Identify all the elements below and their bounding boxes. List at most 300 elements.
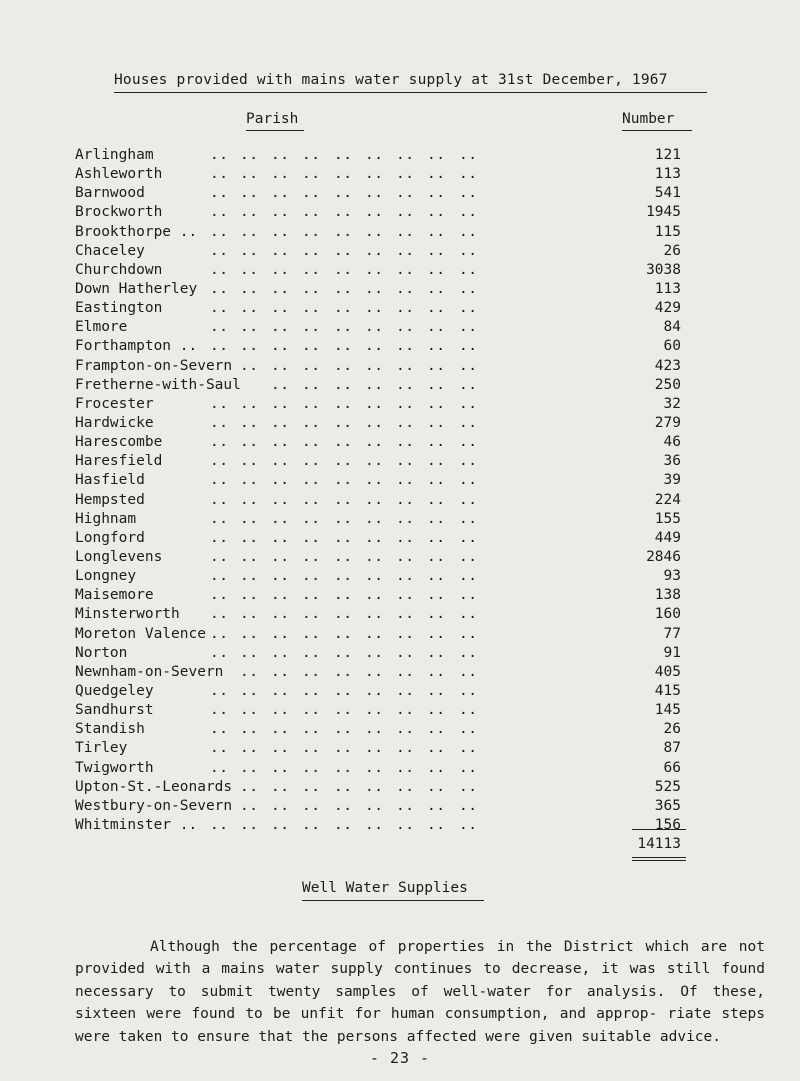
leader-dots: .. <box>365 338 384 355</box>
leader-dots: .. <box>396 300 415 317</box>
table-row <box>0 664 800 683</box>
leader-dots: .. <box>271 721 290 738</box>
house-count: 145 <box>654 702 681 719</box>
leader-dots: .. <box>427 778 446 795</box>
leader-dots: .. <box>365 644 384 661</box>
leader-dots: .. <box>210 472 229 489</box>
leader-dots: .. <box>459 395 478 412</box>
leader-dots: .. <box>365 357 384 374</box>
leader-dots: .. <box>271 319 290 336</box>
leader-dots: .. <box>210 166 229 183</box>
leader-dots: .. <box>396 280 415 297</box>
leader-dots: .. <box>302 625 321 642</box>
parish-name: Haresfield <box>75 453 163 470</box>
table-row <box>0 492 800 511</box>
leader-dots: .. <box>302 778 321 795</box>
leader-dots: .. <box>210 759 229 776</box>
table-row <box>0 434 800 453</box>
leader-dots: .. <box>240 357 259 374</box>
leader-dots: .. <box>271 797 290 814</box>
house-count: 1945 <box>646 204 681 221</box>
leader-dots: .. <box>240 395 259 412</box>
leader-dots: .. <box>210 606 229 623</box>
leader-dots: .. <box>240 434 259 451</box>
house-count: 525 <box>654 778 681 795</box>
parish-table-body <box>0 147 800 836</box>
leader-dots: .. <box>396 663 415 680</box>
leader-dots: .. <box>396 816 415 833</box>
parish-name: Moreton Valence <box>75 625 206 642</box>
parish-name: Newnham-on-Severn <box>75 663 224 680</box>
leader-dots: .. <box>334 166 353 183</box>
leader-dots: .. <box>396 147 415 163</box>
leader-dots: .. <box>271 204 290 221</box>
house-count: 160 <box>654 606 681 623</box>
leader-dots: .. <box>459 663 478 680</box>
parish-name: Frocester <box>75 395 154 412</box>
leader-dots: .. <box>334 510 353 527</box>
leader-dots: .. <box>334 147 353 163</box>
leader-dots: .. <box>210 453 229 470</box>
leader-dots: .. <box>210 625 229 642</box>
leader-dots: .. <box>302 491 321 508</box>
leader-dots: .. <box>427 548 446 565</box>
leader-dots: .. <box>271 491 290 508</box>
table-row <box>0 606 800 625</box>
leader-dots: .. <box>396 740 415 757</box>
leader-dots: .. <box>459 242 478 259</box>
house-count: 77 <box>663 625 681 642</box>
leader-dots: .. <box>302 204 321 221</box>
leader-dots: .. <box>240 280 259 297</box>
leader-dots: .. <box>271 529 290 546</box>
leader-dots: .. <box>271 568 290 585</box>
leader-dots: .. <box>302 759 321 776</box>
leader-dots: .. <box>427 721 446 738</box>
leader-dots: .. <box>240 797 259 814</box>
leader-dots: .. <box>396 166 415 183</box>
leader-dots: .. <box>365 510 384 527</box>
leader-dots: .. <box>459 319 478 336</box>
leader-dots: .. <box>271 338 290 355</box>
leader-dots: .. <box>302 606 321 623</box>
leader-dots: .. <box>459 721 478 738</box>
table-row <box>0 377 800 396</box>
leader-dots: .. <box>459 300 478 317</box>
leader-dots: .. <box>396 376 415 393</box>
leader-dots: .. <box>210 204 229 221</box>
leader-dots: .. <box>334 529 353 546</box>
leader-dots: .. <box>365 529 384 546</box>
leader-dots: .. <box>334 338 353 355</box>
leader-dots: .. <box>210 319 229 336</box>
parish-name: Elmore <box>75 319 128 336</box>
leader-dots: .. <box>396 548 415 565</box>
leader-dots: .. <box>396 319 415 336</box>
leader-dots: .. <box>427 185 446 202</box>
leader-dots: .. <box>302 568 321 585</box>
parish-name: Brookthorpe .. <box>75 223 198 240</box>
table-row <box>0 319 800 338</box>
table-row <box>0 338 800 357</box>
leader-dots: .. <box>302 721 321 738</box>
leader-dots: .. <box>365 434 384 451</box>
leader-dots: .. <box>459 797 478 814</box>
table-title: Houses provided with mains water supply at 31st December, 1967 <box>114 72 668 88</box>
leader-dots: .. <box>210 223 229 240</box>
leader-dots: .. <box>210 587 229 604</box>
parish-name: Hempsted <box>75 491 145 508</box>
leader-dots: .. <box>210 510 229 527</box>
leader-dots: .. <box>210 644 229 661</box>
parish-name: Highnam <box>75 510 137 527</box>
leader-dots: .. <box>302 185 321 202</box>
leader-dots: .. <box>210 280 229 297</box>
leader-dots: .. <box>334 414 353 431</box>
house-count: 365 <box>654 797 681 814</box>
house-count: 155 <box>654 510 681 527</box>
leader-dots: .. <box>271 395 290 412</box>
leader-dots: .. <box>210 721 229 738</box>
parish-name: Down Hatherley <box>75 280 198 297</box>
leader-dots: .. <box>334 280 353 297</box>
leader-dots: .. <box>240 204 259 221</box>
leader-dots: .. <box>271 625 290 642</box>
table-row <box>0 262 800 281</box>
leader-dots: .. <box>459 625 478 642</box>
leader-dots: .. <box>427 280 446 297</box>
leader-dots: .. <box>271 166 290 183</box>
house-count: 36 <box>663 453 681 470</box>
leader-dots: .. <box>210 702 229 719</box>
leader-dots: .. <box>240 682 259 699</box>
parish-name: Ashleworth <box>75 166 163 183</box>
leader-dots: .. <box>459 702 478 719</box>
leader-dots: .. <box>427 529 446 546</box>
leader-dots: .. <box>365 395 384 412</box>
table-row <box>0 453 800 472</box>
section-title-underline <box>302 900 484 901</box>
leader-dots: .. <box>334 434 353 451</box>
table-row <box>0 415 800 434</box>
leader-dots: .. <box>459 472 478 489</box>
leader-dots: .. <box>302 338 321 355</box>
leader-dots: .. <box>210 147 229 163</box>
leader-dots: .. <box>427 644 446 661</box>
leader-dots: .. <box>240 147 259 163</box>
leader-dots: .. <box>459 778 478 795</box>
leader-dots: .. <box>459 338 478 355</box>
leader-dots: .. <box>240 568 259 585</box>
leader-dots: .. <box>210 261 229 278</box>
leader-dots: .. <box>396 510 415 527</box>
leader-dots: .. <box>210 434 229 451</box>
leader-dots: .. <box>334 702 353 719</box>
house-count: 121 <box>654 147 681 163</box>
house-count: 2846 <box>646 548 681 565</box>
leader-dots: .. <box>396 721 415 738</box>
house-count: 3038 <box>646 261 681 278</box>
leader-dots: .. <box>427 414 446 431</box>
leader-dots: .. <box>396 702 415 719</box>
leader-dots: .. <box>396 395 415 412</box>
leader-dots: .. <box>459 644 478 661</box>
leader-dots: .. <box>365 300 384 317</box>
table-row <box>0 472 800 491</box>
leader-dots: .. <box>396 587 415 604</box>
parish-name: Norton <box>75 644 128 661</box>
leader-dots: .. <box>365 587 384 604</box>
leader-dots: .. <box>302 376 321 393</box>
leader-dots: .. <box>210 185 229 202</box>
table-row <box>0 204 800 223</box>
leader-dots: .. <box>240 759 259 776</box>
parish-name: Fretherne-with-Saul <box>75 376 241 393</box>
leader-dots: .. <box>271 376 290 393</box>
leader-dots: .. <box>396 261 415 278</box>
leader-dots: .. <box>240 625 259 642</box>
table-row <box>0 568 800 587</box>
leader-dots: .. <box>240 510 259 527</box>
leader-dots: .. <box>334 816 353 833</box>
leader-dots: .. <box>365 606 384 623</box>
leader-dots: .. <box>334 740 353 757</box>
total-value: 14113 <box>637 836 681 852</box>
leader-dots: .. <box>365 816 384 833</box>
leader-dots: .. <box>302 682 321 699</box>
leader-dots: .. <box>271 357 290 374</box>
house-count: 60 <box>663 338 681 355</box>
leader-dots: .. <box>396 204 415 221</box>
leader-dots: .. <box>240 338 259 355</box>
leader-dots: .. <box>210 338 229 355</box>
leader-dots: .. <box>365 682 384 699</box>
leader-dots: .. <box>334 682 353 699</box>
leader-dots: .. <box>334 587 353 604</box>
leader-dots: .. <box>365 223 384 240</box>
leader-dots: .. <box>210 300 229 317</box>
leader-dots: .. <box>334 395 353 412</box>
leader-dots: .. <box>302 223 321 240</box>
table-row <box>0 740 800 759</box>
leader-dots: .. <box>427 816 446 833</box>
total-double-rule <box>632 860 686 861</box>
leader-dots: .. <box>240 721 259 738</box>
leader-dots: .. <box>365 185 384 202</box>
house-count: 93 <box>663 568 681 585</box>
house-count: 250 <box>654 376 681 393</box>
leader-dots: .. <box>427 663 446 680</box>
leader-dots: .. <box>302 261 321 278</box>
total-double-rule <box>632 857 686 858</box>
house-count: 541 <box>654 185 681 202</box>
house-count: 138 <box>654 587 681 604</box>
leader-dots: .. <box>459 414 478 431</box>
leader-dots: .. <box>302 319 321 336</box>
leader-dots: .. <box>365 414 384 431</box>
table-row <box>0 511 800 530</box>
house-count: 113 <box>654 166 681 183</box>
leader-dots: .. <box>271 147 290 163</box>
leader-dots: .. <box>240 185 259 202</box>
leader-dots: .. <box>334 491 353 508</box>
parish-name: Minsterworth <box>75 606 180 623</box>
leader-dots: .. <box>396 797 415 814</box>
leader-dots: .. <box>427 759 446 776</box>
parish-name: Quedgeley <box>75 682 154 699</box>
leader-dots: .. <box>334 606 353 623</box>
number-column-header: Number <box>622 111 675 127</box>
leader-dots: .. <box>427 568 446 585</box>
leader-dots: .. <box>240 300 259 317</box>
table-row <box>0 530 800 549</box>
parish-name: Barnwood <box>75 185 145 202</box>
leader-dots: .. <box>271 778 290 795</box>
leader-dots: .. <box>271 242 290 259</box>
leader-dots: .. <box>459 510 478 527</box>
leader-dots: .. <box>271 682 290 699</box>
parish-name: Hardwicke <box>75 414 154 431</box>
leader-dots: .. <box>459 434 478 451</box>
leader-dots: .. <box>396 644 415 661</box>
leader-dots: .. <box>427 300 446 317</box>
leader-dots: .. <box>210 529 229 546</box>
leader-dots: .. <box>396 682 415 699</box>
leader-dots: .. <box>396 472 415 489</box>
leader-dots: .. <box>334 721 353 738</box>
leader-dots: .. <box>302 242 321 259</box>
leader-dots: .. <box>427 395 446 412</box>
leader-dots: .. <box>334 453 353 470</box>
leader-dots: .. <box>365 453 384 470</box>
section-title: Well Water Supplies <box>302 880 468 896</box>
leader-dots: .. <box>240 472 259 489</box>
parish-name: Tirley <box>75 740 128 757</box>
leader-dots: .. <box>334 319 353 336</box>
house-count: 66 <box>663 759 681 776</box>
leader-dots: .. <box>271 261 290 278</box>
leader-dots: .. <box>240 319 259 336</box>
house-count: 84 <box>663 319 681 336</box>
leader-dots: .. <box>271 223 290 240</box>
table-row <box>0 721 800 740</box>
leader-dots: .. <box>396 185 415 202</box>
table-row <box>0 396 800 415</box>
leader-dots: .. <box>302 280 321 297</box>
parish-header-underline <box>246 130 304 131</box>
leader-dots: .. <box>459 491 478 508</box>
leader-dots: .. <box>427 797 446 814</box>
table-row <box>0 683 800 702</box>
table-row <box>0 185 800 204</box>
leader-dots: .. <box>302 434 321 451</box>
leader-dots: .. <box>302 529 321 546</box>
leader-dots: .. <box>365 491 384 508</box>
leader-dots: .. <box>334 223 353 240</box>
leader-dots: .. <box>271 663 290 680</box>
leader-dots: .. <box>302 472 321 489</box>
leader-dots: .. <box>302 395 321 412</box>
leader-dots: .. <box>396 625 415 642</box>
house-count: 26 <box>663 242 681 259</box>
leader-dots: .. <box>459 548 478 565</box>
body-paragraph: Although the percentage of properties in the District which are not provided with a mains water supply continues to decrease, it was still found necessary to submit twenty samples of well-water for analysis. Of these, sixteen were found to be unfit for human consumption, and approp- riate steps were taken to ensure that the persons affected were given suitable advice. <box>75 939 765 1045</box>
leader-dots: .. <box>302 510 321 527</box>
leader-dots: .. <box>240 606 259 623</box>
leader-dots: .. <box>210 816 229 833</box>
leader-dots: .. <box>365 759 384 776</box>
house-count: 405 <box>654 663 681 680</box>
leader-dots: .. <box>459 261 478 278</box>
leader-dots: .. <box>334 568 353 585</box>
leader-dots: .. <box>302 300 321 317</box>
leader-dots: .. <box>459 223 478 240</box>
leader-dots: .. <box>427 166 446 183</box>
leader-dots: .. <box>396 453 415 470</box>
leader-dots: .. <box>334 242 353 259</box>
leader-dots: .. <box>302 816 321 833</box>
leader-dots: .. <box>334 797 353 814</box>
title-underline <box>114 92 707 93</box>
parish-name: Frampton-on-Severn <box>75 357 233 374</box>
parish-name: Arlingham <box>75 147 154 163</box>
leader-dots: .. <box>240 414 259 431</box>
table-row <box>0 549 800 568</box>
leader-dots: .. <box>334 644 353 661</box>
leader-dots: .. <box>334 663 353 680</box>
leader-dots: .. <box>365 242 384 259</box>
leader-dots: .. <box>427 491 446 508</box>
leader-dots: .. <box>365 376 384 393</box>
leader-dots: .. <box>271 816 290 833</box>
leader-dots: .. <box>396 434 415 451</box>
house-count: 113 <box>654 280 681 297</box>
leader-dots: .. <box>302 414 321 431</box>
leader-dots: .. <box>240 223 259 240</box>
leader-dots: .. <box>427 453 446 470</box>
leader-dots: .. <box>240 242 259 259</box>
leader-dots: .. <box>365 147 384 163</box>
page-number: - 23 - <box>369 1049 431 1067</box>
leader-dots: .. <box>334 376 353 393</box>
leader-dots: .. <box>459 147 478 163</box>
parish-name: Longney <box>75 568 137 585</box>
parish-name: Brockworth <box>75 204 163 221</box>
parish-name: Forthampton .. <box>75 338 198 355</box>
leader-dots: .. <box>302 147 321 163</box>
table-row <box>0 358 800 377</box>
leader-dots: .. <box>396 606 415 623</box>
parish-name: Eastington <box>75 300 163 317</box>
leader-dots: .. <box>302 548 321 565</box>
leader-dots: .. <box>271 740 290 757</box>
leader-dots: .. <box>302 644 321 661</box>
leader-dots: .. <box>459 376 478 393</box>
leader-dots: .. <box>210 242 229 259</box>
leader-dots: .. <box>271 548 290 565</box>
leader-dots: .. <box>427 261 446 278</box>
leader-dots: .. <box>365 625 384 642</box>
leader-dots: .. <box>459 816 478 833</box>
leader-dots: .. <box>396 759 415 776</box>
leader-dots: .. <box>240 740 259 757</box>
house-count: 429 <box>654 300 681 317</box>
house-count: 415 <box>654 682 681 699</box>
leader-dots: .. <box>240 663 259 680</box>
leader-dots: .. <box>210 548 229 565</box>
house-count: 91 <box>663 644 681 661</box>
leader-dots: .. <box>334 759 353 776</box>
